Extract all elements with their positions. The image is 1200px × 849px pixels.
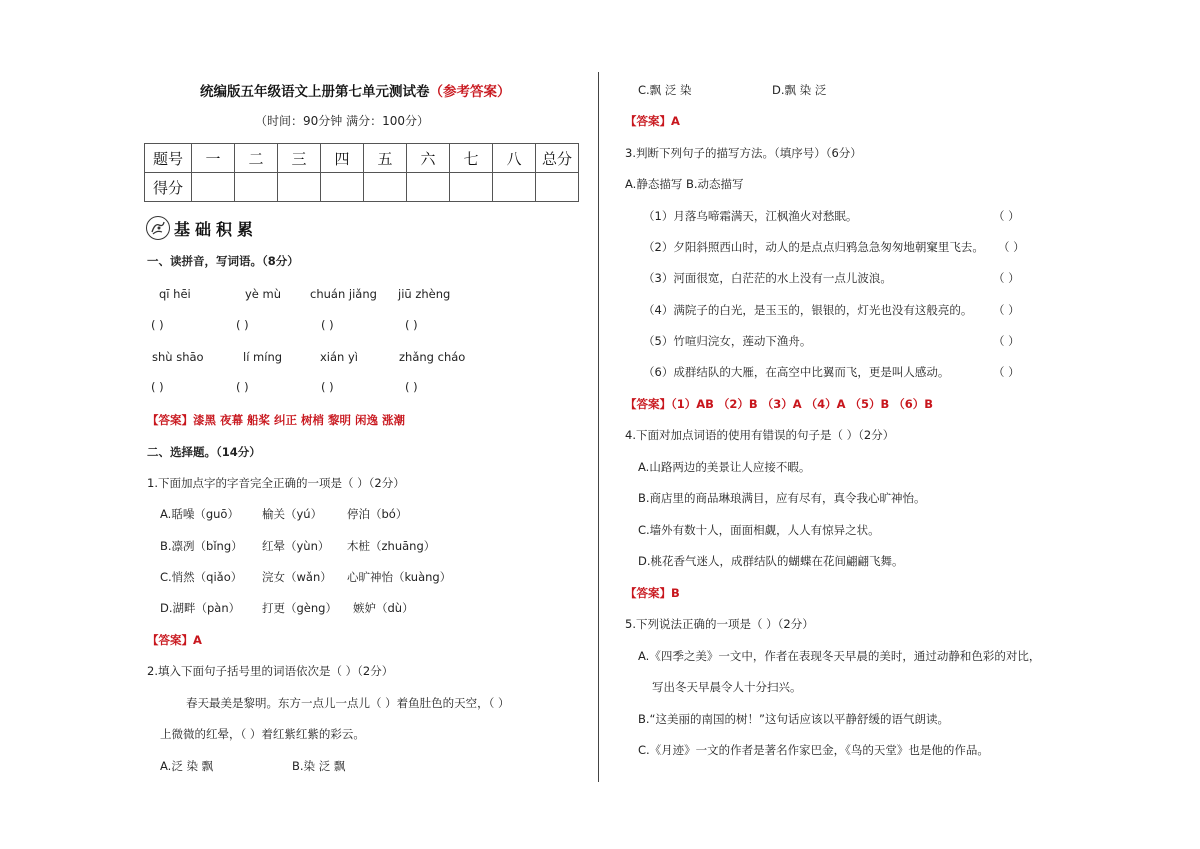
score-header-cell: 总分 bbox=[536, 144, 579, 173]
q3-blank[interactable]: （ ） bbox=[993, 334, 1020, 348]
score-header-cell: 五 bbox=[364, 144, 407, 173]
answer-blank[interactable]: ( ) bbox=[405, 318, 418, 332]
score-header-cell: 题号 bbox=[145, 144, 192, 173]
q2-1-option: 停泊（bó） bbox=[347, 507, 408, 521]
q2-1-option: 嫉妒（dù） bbox=[353, 601, 414, 615]
q4-answer bbox=[625, 585, 680, 601]
page-title bbox=[200, 80, 511, 100]
score-table-header-row bbox=[145, 144, 579, 173]
score-header-cell: 六 bbox=[407, 144, 450, 173]
answer-label: 【答案】 bbox=[625, 586, 671, 600]
q5-option-c: C.《月迹》一文的作者是著名作家巴金，《鸟的天堂》也是他的作品。 bbox=[638, 743, 989, 757]
score-input-cell[interactable] bbox=[235, 173, 278, 202]
score-header-cell: 四 bbox=[321, 144, 364, 173]
score-input-cell[interactable] bbox=[278, 173, 321, 202]
q3-item: （1）月落乌啼霜满天，江枫渔火对愁眠。 bbox=[643, 209, 858, 223]
title-main: 统编版五年级语文上册第七单元测试卷 bbox=[200, 84, 430, 100]
pinyin-item: zhǎng cháo bbox=[399, 350, 466, 364]
q2-2-stem: 2.填入下面句子括号里的词语依次是（ ）（2分） bbox=[147, 664, 394, 678]
q3-blank[interactable]: （ ） bbox=[993, 303, 1020, 317]
q2-1-option: 榆关（yú） bbox=[262, 507, 323, 521]
answer-blank[interactable]: ( ) bbox=[151, 380, 164, 394]
q2-heading: 二、选择题。（14分） bbox=[147, 445, 261, 459]
answer-label: 【答案】 bbox=[147, 633, 193, 647]
score-input-cell[interactable] bbox=[536, 173, 579, 202]
q2-2-option-d: D.飘 染 泛 bbox=[772, 83, 827, 97]
answer-text: （1）AB （2）B （3）A （4）A （5）B （6）B bbox=[671, 397, 934, 411]
q2-1-stem: 1.下面加点字的字音完全正确的一项是（ ）（2分） bbox=[147, 476, 405, 490]
pinyin-item: shù shāo bbox=[152, 350, 204, 364]
q2-1-option: B.凛冽（bǐng） bbox=[160, 539, 243, 553]
answer-blank[interactable]: ( ) bbox=[236, 318, 249, 332]
q5-option-a-cont: 写出冬天早晨令人十分扫兴。 bbox=[652, 680, 802, 694]
q3-blank[interactable]: （ ） bbox=[993, 271, 1020, 285]
score-input-cell[interactable] bbox=[192, 173, 235, 202]
q3-blank[interactable]: （ ） bbox=[993, 365, 1020, 379]
score-input-cell[interactable] bbox=[450, 173, 493, 202]
q2-1-option: 木桩（zhuāng） bbox=[347, 539, 436, 553]
score-table bbox=[144, 143, 579, 202]
pinyin-item: chuán jiǎng bbox=[310, 287, 377, 301]
score-input-cell[interactable] bbox=[321, 173, 364, 202]
q3-stem: 3.判断下列句子的描写方法。（填序号）（6分） bbox=[625, 146, 862, 160]
score-input-cell[interactable] bbox=[407, 173, 450, 202]
q4-stem: 4.下面对加点词语的使用有错误的句子是（ ）（2分） bbox=[625, 428, 895, 442]
score-header-cell: 二 bbox=[235, 144, 278, 173]
q2-2-passage-line: 春天最美是黎明。东方一点儿一点儿（ ）着鱼肚色的天空，（ ） bbox=[186, 696, 510, 710]
q2-1-option: 红晕（yùn） bbox=[262, 539, 330, 553]
score-row-label: 得分 bbox=[145, 173, 192, 202]
score-table-score-row bbox=[145, 173, 579, 202]
q5-option-a: A.《四季之美》一文中，作者在表现冬天早晨的美时，通过动静和色彩的对比， bbox=[638, 649, 1041, 663]
pinyin-item: lí míng bbox=[243, 350, 283, 364]
pinyin-item: jiū zhèng bbox=[398, 287, 451, 301]
q4-option: D.桃花香气迷人，成群结队的蝴蝶在花间翩翩飞舞。 bbox=[638, 554, 904, 568]
q4-option: C.墙外有数十人，面面相觑，人人有惊异之状。 bbox=[638, 523, 880, 537]
q2-1-option: 浣女（wǎn） bbox=[262, 570, 332, 584]
answer-blank[interactable]: ( ) bbox=[151, 318, 164, 332]
q2-2-option-c: C.飘 泛 染 bbox=[638, 83, 692, 97]
answer-text: 漆黑 夜幕 船桨 纠正 树梢 黎明 闲逸 涨潮 bbox=[193, 413, 406, 427]
answer-text: A bbox=[671, 114, 680, 128]
q2-1-option: D.湖畔（pàn） bbox=[160, 601, 241, 615]
answer-label: 【答案】 bbox=[147, 413, 193, 427]
answer-blank[interactable]: ( ) bbox=[405, 380, 418, 394]
answer-blank[interactable]: ( ) bbox=[321, 380, 334, 394]
q5-option-b: B.“这美丽的南国的树！”这句话应该以平静舒缓的语气朗读。 bbox=[638, 712, 949, 726]
q3-item: （4）满院子的白光，是玉玉的，银银的，灯光也没有这般亮的。 bbox=[643, 303, 973, 317]
exam-subtitle: （时间：90分钟 满分：100分） bbox=[255, 114, 429, 128]
q3-options: A.静态描写 B.动态描写 bbox=[625, 177, 744, 191]
q2-1-option: C.悄然（qiǎo） bbox=[160, 570, 243, 584]
score-header-cell: 八 bbox=[493, 144, 536, 173]
q2-1-option: A.聒噪（guō） bbox=[160, 507, 239, 521]
column-divider bbox=[598, 72, 599, 782]
pinyin-item: qī hēi bbox=[159, 287, 191, 301]
answer-label: 【答案】 bbox=[625, 114, 671, 128]
q2-1-answer bbox=[147, 632, 202, 648]
section-heading: 基础积累 bbox=[174, 220, 259, 239]
q4-option: B.商店里的商品琳琅满目，应有尽有，真令我心旷神怡。 bbox=[638, 491, 926, 505]
q3-blank[interactable]: （ ） bbox=[993, 209, 1020, 223]
answer-text: A bbox=[193, 633, 202, 647]
pinyin-item: xián yì bbox=[320, 350, 358, 364]
title-suffix: （参考答案） bbox=[429, 84, 511, 100]
answer-label: 【答案】 bbox=[625, 397, 671, 411]
q3-item: （6）成群结队的大雁，在高空中比翼而飞，更是叫人感动。 bbox=[643, 365, 950, 379]
q3-item: （2）夕阳斜照西山时，动人的是点点归鸦急急匆匆地朝窠里飞去。 bbox=[643, 240, 984, 254]
q5-stem: 5.下列说法正确的一项是（ ）（2分） bbox=[625, 617, 814, 631]
q3-item: （3）河面很宽，白茫茫的水上没有一点儿波浪。 bbox=[643, 271, 892, 285]
q4-option: A.山路两边的美景让人应接不暇。 bbox=[638, 460, 811, 474]
q2-1-option: 打更（gèng） bbox=[262, 601, 337, 615]
q2-2-option-a: A.泛 染 飘 bbox=[160, 759, 214, 773]
score-header-cell: 七 bbox=[450, 144, 493, 173]
score-header-cell: 三 bbox=[278, 144, 321, 173]
q3-item: （5）竹喧归浣女，莲动下渔舟。 bbox=[643, 334, 812, 348]
score-input-cell[interactable] bbox=[364, 173, 407, 202]
q3-blank[interactable]: （ ） bbox=[998, 240, 1025, 254]
answer-text: B bbox=[671, 586, 680, 600]
q2-2-passage-line: 上微微的红晕，（ ）着红紫红紫的彩云。 bbox=[160, 727, 365, 741]
q3-answer bbox=[625, 396, 933, 412]
answer-blank[interactable]: ( ) bbox=[236, 380, 249, 394]
section-decoration-icon bbox=[146, 216, 170, 240]
answer-blank[interactable]: ( ) bbox=[321, 318, 334, 332]
q1-heading: 一、读拼音，写词语。（8分） bbox=[147, 254, 299, 268]
q1-answer bbox=[147, 412, 405, 428]
q2-1-option: 心旷神怡（kuàng） bbox=[347, 570, 452, 584]
pinyin-item: yè mù bbox=[245, 287, 282, 301]
q2-2-answer bbox=[625, 113, 680, 129]
score-input-cell[interactable] bbox=[493, 173, 536, 202]
score-header-cell: 一 bbox=[192, 144, 235, 173]
q2-2-option-b: B.染 泛 飘 bbox=[292, 759, 346, 773]
